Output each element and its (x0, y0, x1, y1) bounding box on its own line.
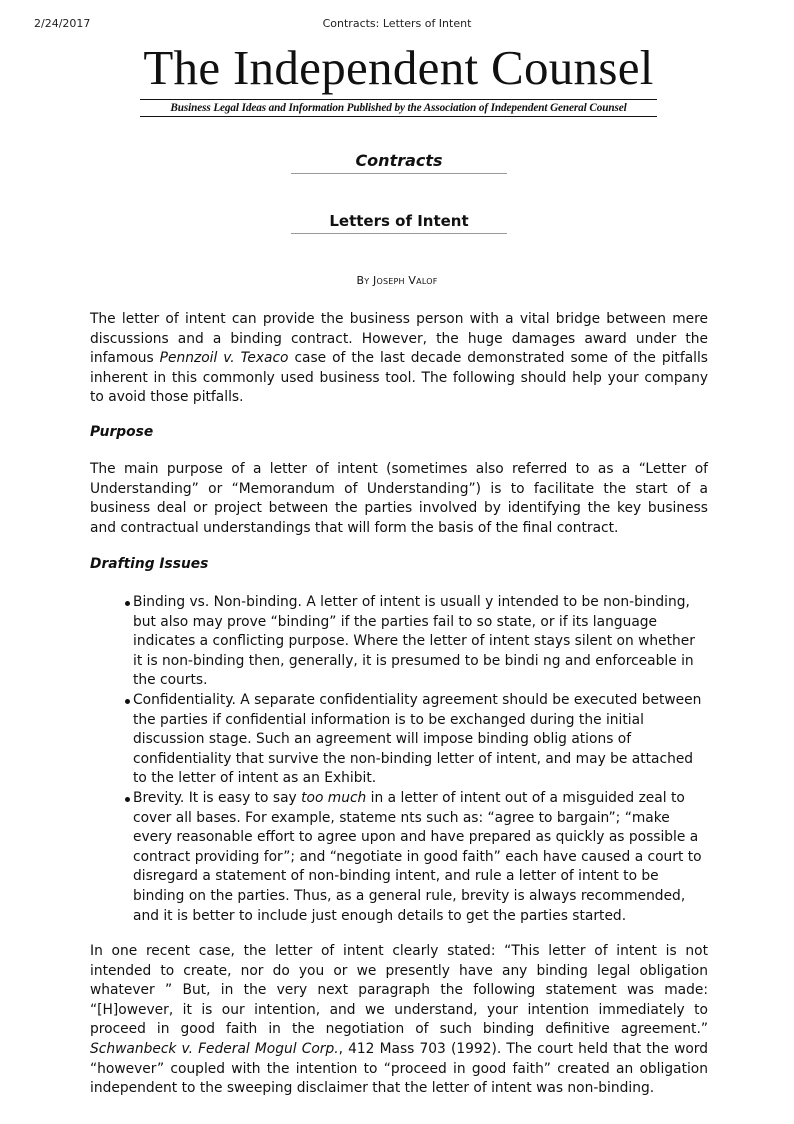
closing-paragraph (90, 942, 708, 1099)
bullet-icon (125, 699, 130, 704)
list-item (112, 593, 702, 691)
print-date: 2/24/2017 (34, 17, 91, 30)
publication-title: The Independent Counsel (143, 40, 654, 95)
intro-case-name: Pennzoil v. Texaco (159, 350, 289, 367)
masthead-bottom-rule (140, 116, 657, 117)
drafting-issues-heading: Drafting Issues (90, 556, 209, 572)
list-item (112, 691, 702, 789)
bullet-text: Confidentiality. A separate confidentiality agreement should be executed between the parties if confidential information is to be exchanged during the initial discussion stage. Such an agreement will impose binding oblig ations of confidentiality that survive the non-binding letter of intent, and may be attached to the letter of intent as an Exhibit. (133, 691, 702, 787)
closing-case-name: Schwanbeck v. Federal Mogul Corp. (90, 1040, 339, 1057)
closing-text-before: In one recent case, the letter of intent clearly stated: “This letter of intent is not intended to create, nor do you or we presently have any binding legal obligation whatever ” But, in the very next paragraph the following statement was made: “[H]owever, it is our intention, and we understand, your intention immediately to proceed in good faith in the negotiation of such binding definitive agreement.” (90, 943, 708, 1038)
list-item (112, 789, 702, 926)
purpose-paragraph: The main purpose of a letter of intent (sometimes also referred to as a “Letter of Understanding” or “Memorandum of Understanding”) is to facilitate the start of a business deal or project between the parties involved by identifying the key business and contractual understandings that will form the basis of the final contract. (90, 461, 708, 536)
intro-paragraph (90, 310, 708, 408)
purpose-heading: Purpose (90, 424, 154, 440)
bullet-emphasis: too much (301, 789, 367, 806)
article-title: Letters of Intent (291, 212, 507, 234)
print-page-title: Contracts: Letters of Intent (322, 17, 472, 30)
section-label: Contracts (291, 151, 507, 174)
bullet-text-before: Brevity. It is easy to say (133, 789, 302, 806)
intro-text-before: The letter of intent can provide the business person with a vital bridge between mere discussions and a binding contract. However, the huge damages award under the infamous (90, 311, 708, 367)
intro-text-after: case of the last decade demonstrated some of the pitfalls inherent in this commonly used business tool. The following should help your company to avoid those pitfalls. (90, 350, 708, 406)
bullet-text: Binding vs. Non-binding. A letter of intent is usuall y intended to be non-binding, but also may prove “binding” if the parties fail to so state, or if its language indicates a conflicting purpose. Where the letter of intent stays silent on whether it is non-binding then, generally, it is presumed to be bindi ng and enforceable in the courts. (133, 594, 695, 689)
bullet-icon (125, 797, 130, 802)
byline: By Joseph Valof (356, 274, 438, 287)
publication-tagline: Business Legal Ideas and Information Published by the Association of Independent General Counsel (170, 102, 627, 114)
bullet-text-after: in a letter of intent out of a misguided zeal to cover all bases. For example, stateme nts such as: “agree to bargain”; “make every reasonable effort to agree upon and have prepared as quickly as possible a contract providing for”; and “negotiate in good faith” each have caused a court to disregard a statement of non-binding intent, and rule a letter of intent to be binding on the parties. Thus, as a general rule, brevity is always recommended, and it is better to include just enough details to get the parties started. (133, 789, 702, 924)
drafting-issues-list (112, 593, 702, 926)
closing-text-after: , 412 Mass 703 (1992). The court held that the word “however” coupled with the intention to “proceed in good faith” created an obligation independent to the sweeping disclaimer that the letter of intent was non-binding. (90, 1040, 708, 1097)
bullet-icon (125, 601, 130, 606)
masthead (140, 40, 657, 117)
print-header (34, 17, 760, 33)
